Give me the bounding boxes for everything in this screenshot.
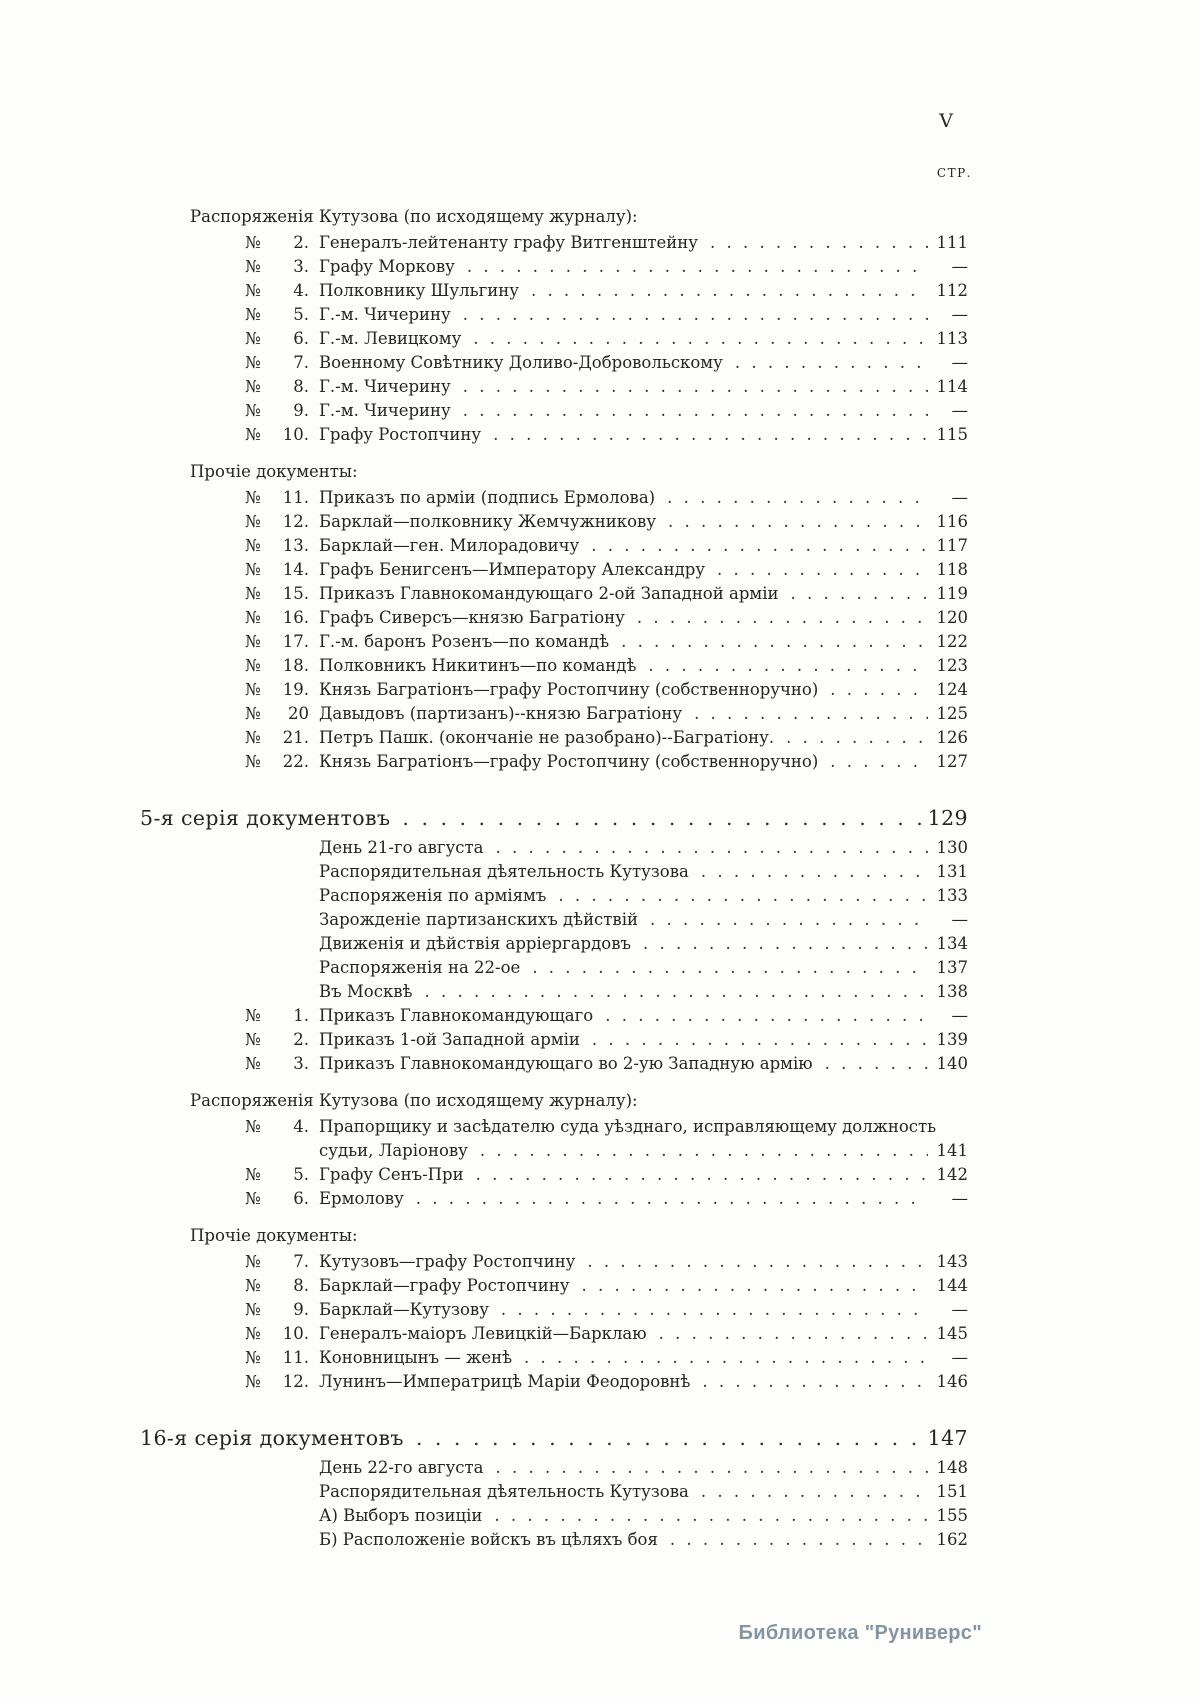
toc-entry-row (140, 726, 968, 750)
toc-entry-row (140, 375, 968, 399)
numero-sign: № (245, 608, 261, 627)
entry-title: Распорядительная дѣятельность Кутузова (319, 1482, 689, 1501)
entry-page: 124 (936, 680, 968, 699)
entry-title: Барклай—графу Ростопчину (319, 1276, 570, 1295)
entry-page: 143 (936, 1252, 968, 1271)
entry-number-value: 11. (282, 488, 309, 507)
numero-sign: № (245, 1117, 261, 1136)
entry-number (245, 1028, 309, 1052)
entry-number-value: 3. (293, 257, 309, 276)
entry-title: Генералъ-маіоръ Левицкій—Барклаю (319, 1324, 647, 1343)
dot-leader (493, 423, 928, 447)
entry-number-value: 18. (282, 656, 309, 675)
numero-sign: № (245, 1006, 261, 1025)
entry-number (245, 678, 309, 702)
entry-page: 139 (936, 1030, 968, 1049)
toc-entry-row (140, 1298, 968, 1322)
entry-number-value: 12. (282, 512, 309, 531)
entry-number-value: 6. (293, 329, 309, 348)
entry-title: Петръ Пашк. (окончаніе не разобрано)--Багратіону. (319, 728, 775, 747)
entry-page: 134 (936, 934, 968, 953)
entry-title: Движенія и дѣйствія арріергардовъ (319, 934, 632, 953)
dot-leader (830, 678, 928, 702)
entry-page: 140 (936, 1054, 968, 1073)
toc-list (140, 192, 968, 1552)
numero-sign: № (245, 425, 261, 444)
dot-leader (531, 279, 928, 303)
entry-page: 142 (936, 1165, 968, 1184)
dot-leader (670, 1528, 928, 1552)
dot-leader (402, 806, 921, 830)
entry-page: 151 (936, 1482, 968, 1501)
entry-number (245, 654, 309, 678)
entry-page: 148 (936, 1458, 968, 1477)
entry-page: 122 (936, 632, 968, 651)
numero-sign: № (245, 1054, 261, 1073)
toc-subentry-row (140, 884, 968, 908)
toc-entry-row (140, 1163, 968, 1187)
numero-sign: № (245, 1165, 261, 1184)
toc-entry-row (140, 1187, 968, 1211)
entry-title: Военному Совѣтнику Доливо-Добровольскому (319, 353, 723, 372)
dot-leader (416, 1426, 922, 1450)
toc-entry-continuation (140, 1139, 968, 1163)
entry-number (245, 1274, 309, 1298)
entry-number (245, 303, 309, 327)
entry-page: 162 (936, 1530, 968, 1549)
entry-number (245, 1187, 309, 1211)
numero-sign: № (245, 656, 261, 675)
numero-sign: № (245, 752, 261, 771)
entry-number (245, 255, 309, 279)
entry-number-value: 9. (293, 401, 309, 420)
toc-entry-row (140, 351, 968, 375)
toc-entry-row (140, 1346, 968, 1370)
entry-title: Г.-м. Левицкому (319, 329, 462, 348)
toc-subentry-row (140, 956, 968, 980)
dot-leader (558, 884, 928, 908)
entry-page: 129 (927, 806, 968, 830)
entry-title: Г.-м. Чичерину (319, 401, 451, 420)
entry-title: Графу Ростопчину (319, 425, 482, 444)
entry-number-value: 1. (293, 1006, 309, 1025)
entry-page: 147 (927, 1426, 968, 1450)
dot-leader (735, 351, 928, 375)
entry-page: 155 (936, 1506, 968, 1525)
entry-number-value: 7. (293, 1252, 309, 1271)
entry-number (245, 279, 309, 303)
entry-title: Г.-м. Чичерину (319, 305, 451, 324)
numero-sign: № (245, 728, 261, 747)
dot-leader (643, 932, 928, 956)
dot-leader (717, 558, 928, 582)
toc-subentry-row (140, 1528, 968, 1552)
entry-number-value: 20 (288, 704, 309, 723)
dot-leader (591, 534, 928, 558)
entry-title: Барклай—полковнику Жемчужникову (319, 512, 657, 531)
numero-sign: № (245, 512, 261, 531)
dot-leader (495, 1456, 928, 1480)
entry-number-value: 8. (293, 377, 309, 396)
watermark: Библиотека "Руниверс" (738, 1622, 982, 1644)
numero-sign: № (245, 536, 261, 555)
numero-sign: № (245, 1372, 261, 1391)
dot-leader (825, 1052, 928, 1076)
dot-leader (668, 510, 928, 534)
entry-title: Распорядительная дѣятельность Кутузова (319, 862, 689, 881)
entry-page: — (951, 910, 968, 929)
toc-subentry-row (140, 1504, 968, 1528)
entry-title: Коновницынъ — женѣ (319, 1348, 513, 1367)
entry-page: 114 (936, 377, 968, 396)
entry-title: Приказъ Главнокомандующаго во 2-ую Западную армію (319, 1054, 813, 1073)
entry-number (245, 750, 309, 774)
entry-title: Приказъ 1-ой Западной арміи (319, 1030, 580, 1049)
numero-sign: № (245, 353, 261, 372)
dot-leader (702, 1370, 928, 1394)
entry-title: судьи, Ларіонову (319, 1141, 468, 1160)
numero-sign: № (245, 560, 261, 579)
entry-page: 125 (936, 704, 968, 723)
dot-leader (463, 399, 928, 423)
entry-number-value: 5. (293, 305, 309, 324)
numero-sign: № (245, 1324, 261, 1343)
dot-leader (648, 654, 928, 678)
toc-entry-row (140, 1028, 968, 1052)
entry-number (245, 1115, 309, 1139)
entry-number (245, 510, 309, 534)
dot-leader (473, 327, 928, 351)
page-folio: V (939, 110, 954, 132)
toc-subheading: Прочіе документы: (190, 1226, 358, 1245)
entry-number (245, 702, 309, 726)
entry-number (245, 399, 309, 423)
toc-entry-row (140, 678, 968, 702)
entry-title: Прапорщику и засѣдателю суда уѣзднаго, исправляющему должность (319, 1117, 937, 1136)
entry-page: 116 (936, 512, 968, 531)
entry-number (245, 231, 309, 255)
toc-entry-row (140, 750, 968, 774)
toc-entry-row (140, 279, 968, 303)
series-title: 16-я серія документовъ (140, 1426, 404, 1450)
entry-title: Графъ Бенигсенъ—Императору Александру (319, 560, 706, 579)
entry-number-value: 10. (282, 1324, 309, 1343)
entry-page: 146 (936, 1372, 968, 1391)
entry-title: Распоряженія по арміямъ (319, 886, 547, 905)
entry-title: Зарожденіе партизанскихъ дѣйствій (319, 910, 638, 929)
dot-leader (416, 1187, 928, 1211)
numero-sign: № (245, 1189, 261, 1208)
entry-number (245, 486, 309, 510)
numero-sign: № (245, 680, 261, 699)
numero-sign: № (245, 257, 261, 276)
entry-number (245, 1370, 309, 1394)
dot-leader (532, 956, 928, 980)
numero-sign: № (245, 377, 261, 396)
dot-leader (694, 702, 928, 726)
dot-leader (659, 1322, 928, 1346)
toc-entry-row (140, 582, 968, 606)
entry-title: Б) Расположеніе войскъ въ цѣляхъ боя (319, 1530, 658, 1549)
entry-page: 119 (936, 584, 968, 603)
toc-series-row (140, 806, 968, 830)
entry-page: 120 (936, 608, 968, 627)
numero-sign: № (245, 488, 261, 507)
dot-leader (480, 1139, 928, 1163)
entry-page: 138 (936, 982, 968, 1001)
entry-number (245, 1298, 309, 1322)
entry-title: День 22-го августа (319, 1458, 484, 1477)
dot-leader (830, 750, 928, 774)
entry-title: Приказъ Главнокомандующаго 2-ой Западной арміи (319, 584, 779, 603)
entry-number-value: 11. (282, 1348, 309, 1367)
entry-number (245, 630, 309, 654)
toc-entry-row (140, 510, 968, 534)
toc-subentry-row (140, 932, 968, 956)
entry-title: Въ Москвѣ (319, 982, 413, 1001)
entry-number-value: 19. (282, 680, 309, 699)
toc-entry-row (140, 1004, 968, 1028)
numero-sign: № (245, 1030, 261, 1049)
dot-leader (605, 1004, 928, 1028)
dot-leader (582, 1274, 928, 1298)
toc-entry-row (140, 630, 968, 654)
entry-number (245, 534, 309, 558)
entry-page: — (951, 1348, 968, 1367)
toc-subentry-row (140, 1456, 968, 1480)
entry-number-value: 8. (293, 1276, 309, 1295)
toc-entry-row (140, 558, 968, 582)
numero-sign: № (245, 584, 261, 603)
entry-title: Барклай—Кутузову (319, 1300, 489, 1319)
entry-page: 126 (936, 728, 968, 747)
entry-title: Князь Багратіонъ—графу Ростопчину (собственноручно) (319, 752, 819, 771)
dot-leader (791, 582, 929, 606)
toc-entry-row (140, 231, 968, 255)
toc-entry-row (140, 534, 968, 558)
entry-number-value: 22. (282, 752, 309, 771)
entry-page: 130 (936, 838, 968, 857)
entry-title: Графу Моркову (319, 257, 455, 276)
dot-leader (637, 606, 928, 630)
entry-number (245, 1346, 309, 1370)
entry-number-value: 5. (293, 1165, 309, 1184)
dot-leader (495, 836, 928, 860)
entry-number (245, 1052, 309, 1076)
page-column-header: СТР. (936, 166, 972, 180)
entry-title: Барклай—ген. Милорадовичу (319, 536, 580, 555)
numero-sign: № (245, 401, 261, 420)
numero-sign: № (245, 704, 261, 723)
entry-page: 118 (936, 560, 968, 579)
toc-entry-row (140, 1052, 968, 1076)
entry-page: — (951, 1006, 968, 1025)
toc-entry-row (140, 1322, 968, 1346)
toc-subentry-row (140, 1480, 968, 1504)
entry-number-value: 6. (293, 1189, 309, 1208)
entry-page: 115 (936, 425, 968, 444)
entry-page: — (951, 305, 968, 324)
dot-leader (476, 1163, 928, 1187)
entry-number-value: 4. (293, 281, 309, 300)
dot-leader (463, 303, 928, 327)
toc-entry-row (140, 1115, 968, 1139)
series-title: 5-я серія документовъ (140, 806, 391, 830)
entry-page: — (951, 401, 968, 420)
toc-entry-row (140, 423, 968, 447)
entry-number-value: 13. (282, 536, 309, 555)
numero-sign: № (245, 329, 261, 348)
entry-number-value: 7. (293, 353, 309, 372)
entry-number (245, 558, 309, 582)
numero-sign: № (245, 1276, 261, 1295)
dot-leader (710, 231, 928, 255)
toc-entry-row (140, 1274, 968, 1298)
numero-sign: № (245, 1252, 261, 1271)
toc-entry-row (140, 399, 968, 423)
toc-entry-row (140, 255, 968, 279)
entry-number-value: 17. (282, 632, 309, 651)
entry-number-value: 3. (293, 1054, 309, 1073)
entry-page: 133 (936, 886, 968, 905)
toc-subentry-row (140, 860, 968, 884)
entry-number-value: 15. (282, 584, 309, 603)
dot-leader (463, 375, 928, 399)
entry-page: — (951, 257, 968, 276)
dot-leader (786, 726, 928, 750)
entry-title: Кутузовъ—графу Ростопчину (319, 1252, 576, 1271)
entry-page: 111 (936, 233, 968, 252)
entry-title: Г.-м. баронъ Розенъ—по командѣ (319, 632, 610, 651)
entry-title: Генералъ-лейтенанту графу Витгенштейну (319, 233, 698, 252)
dot-leader (587, 1250, 928, 1274)
dot-leader (621, 630, 928, 654)
toc-entry-row (140, 606, 968, 630)
entry-title: Приказъ Главнокомандующаго (319, 1006, 594, 1025)
entry-number (245, 726, 309, 750)
entry-number-value: 16. (282, 608, 309, 627)
toc-entry-row (140, 486, 968, 510)
dot-leader (592, 1028, 928, 1052)
entry-number (245, 1004, 309, 1028)
numero-sign: № (245, 632, 261, 651)
entry-page: 137 (936, 958, 968, 977)
entry-title: Приказъ по арміи (подпись Ермолова) (319, 488, 656, 507)
entry-title: Полковнику Шульгину (319, 281, 519, 300)
dot-leader (524, 1346, 928, 1370)
entry-title: Полковникъ Никитинъ—по командѣ (319, 656, 637, 675)
entry-page: — (951, 488, 968, 507)
entry-page: 117 (936, 536, 968, 555)
entry-number (245, 375, 309, 399)
entry-page: 141 (936, 1141, 968, 1160)
toc-subheading: Прочіе документы: (190, 462, 358, 481)
entry-title: Распоряженія на 22-ое (319, 958, 521, 977)
numero-sign: № (245, 1300, 261, 1319)
entry-number (245, 1250, 309, 1274)
toc-series-row (140, 1426, 968, 1450)
entry-number-value: 2. (293, 233, 309, 252)
dot-leader (467, 255, 928, 279)
entry-number-value: 12. (282, 1372, 309, 1391)
numero-sign: № (245, 305, 261, 324)
entry-title: Графу Сенъ-При (319, 1165, 464, 1184)
entry-number-value: 10. (282, 425, 309, 444)
entry-page: 131 (936, 862, 968, 881)
entry-number (245, 1163, 309, 1187)
toc-subentry-row (140, 980, 968, 1004)
entry-number (245, 1322, 309, 1346)
entry-number-value: 21. (282, 728, 309, 747)
entry-page: 145 (936, 1324, 968, 1343)
dot-leader (501, 1298, 928, 1322)
dot-leader (494, 1504, 928, 1528)
toc-subheading: Распоряженія Кутузова (по исходящему журналу): (190, 207, 638, 226)
entry-title: Графъ Сиверсъ—князю Багратіону (319, 608, 625, 627)
toc-entry-row (140, 327, 968, 351)
entry-page: 123 (936, 656, 968, 675)
dot-leader (425, 980, 929, 1004)
entry-page: 112 (936, 281, 968, 300)
entry-title: Давыдовъ (партизанъ)--князю Багратіону (319, 704, 683, 723)
entry-number (245, 327, 309, 351)
entry-title: А) Выборъ позиціи (319, 1506, 483, 1525)
toc-subheading: Распоряженія Кутузова (по исходящему журналу): (190, 1091, 638, 1110)
entry-number-value: 14. (282, 560, 309, 579)
entry-title: Ермолову (319, 1189, 404, 1208)
entry-title: Лунинъ—Императрицѣ Маріи Феодоровнѣ (319, 1372, 691, 1391)
entry-number (245, 351, 309, 375)
numero-sign: № (245, 281, 261, 300)
entry-page: — (951, 1300, 968, 1319)
toc-entry-row (140, 1250, 968, 1274)
entry-number (245, 606, 309, 630)
toc-subentry-row (140, 908, 968, 932)
entry-number-value: 4. (293, 1117, 309, 1136)
entry-page: 113 (936, 329, 968, 348)
entry-page: — (951, 1189, 968, 1208)
entry-number-value: 9. (293, 1300, 309, 1319)
toc-entry-row (140, 654, 968, 678)
dot-leader (701, 860, 928, 884)
toc-entry-row (140, 1370, 968, 1394)
entry-page: 144 (936, 1276, 968, 1295)
entry-page: — (951, 353, 968, 372)
entry-number (245, 423, 309, 447)
dot-leader (667, 486, 928, 510)
toc-entry-row (140, 303, 968, 327)
entry-title: Князь Багратіонъ—графу Ростопчину (собственноручно) (319, 680, 819, 699)
entry-number (245, 582, 309, 606)
dot-leader (701, 1480, 928, 1504)
entry-title: День 21-го августа (319, 838, 484, 857)
entry-page: 127 (936, 752, 968, 771)
numero-sign: № (245, 233, 261, 252)
dot-leader (650, 908, 928, 932)
numero-sign: № (245, 1348, 261, 1367)
toc-entry-row (140, 702, 968, 726)
toc-subentry-row (140, 836, 968, 860)
entry-title: Г.-м. Чичерину (319, 377, 451, 396)
entry-number-value: 2. (293, 1030, 309, 1049)
